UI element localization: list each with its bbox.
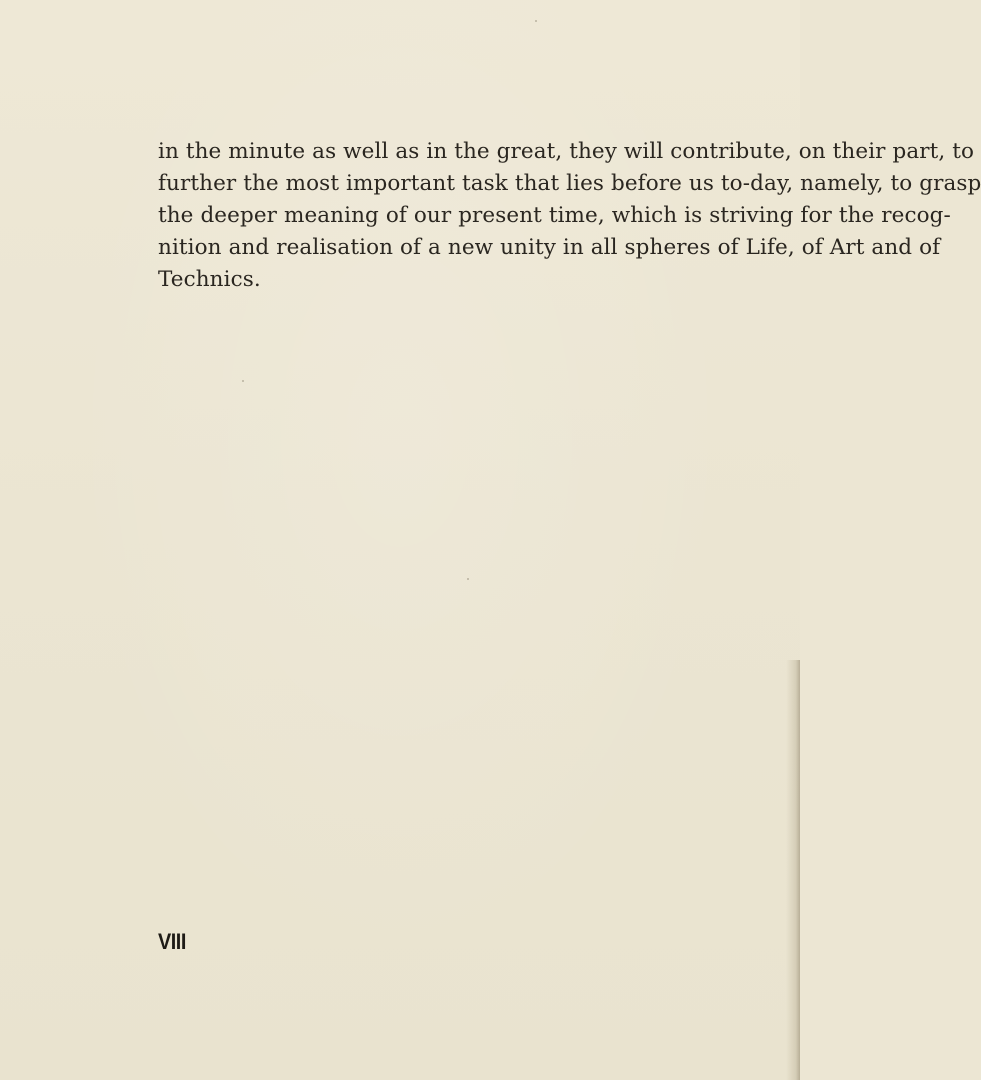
paper-speck <box>535 20 537 22</box>
body-line: Technics. <box>158 267 261 292</box>
page-number: VIII <box>158 929 186 954</box>
paper-speck <box>242 380 244 382</box>
paper-speck <box>467 578 469 580</box>
body-line: further the most important task that lies before us to-day, namely, to grasp <box>158 171 981 196</box>
body-line: nition and realisation of a new unity in all spheres of Life, of Art and of <box>158 235 941 260</box>
body-line: in the minute as well as in the great, they will contribute, on their part, to <box>158 139 975 164</box>
body-line: the deeper meaning of our present time, which is striving for the recog- <box>158 203 951 228</box>
body-paragraph <box>158 136 981 296</box>
page-edge-shadow <box>786 660 800 1080</box>
